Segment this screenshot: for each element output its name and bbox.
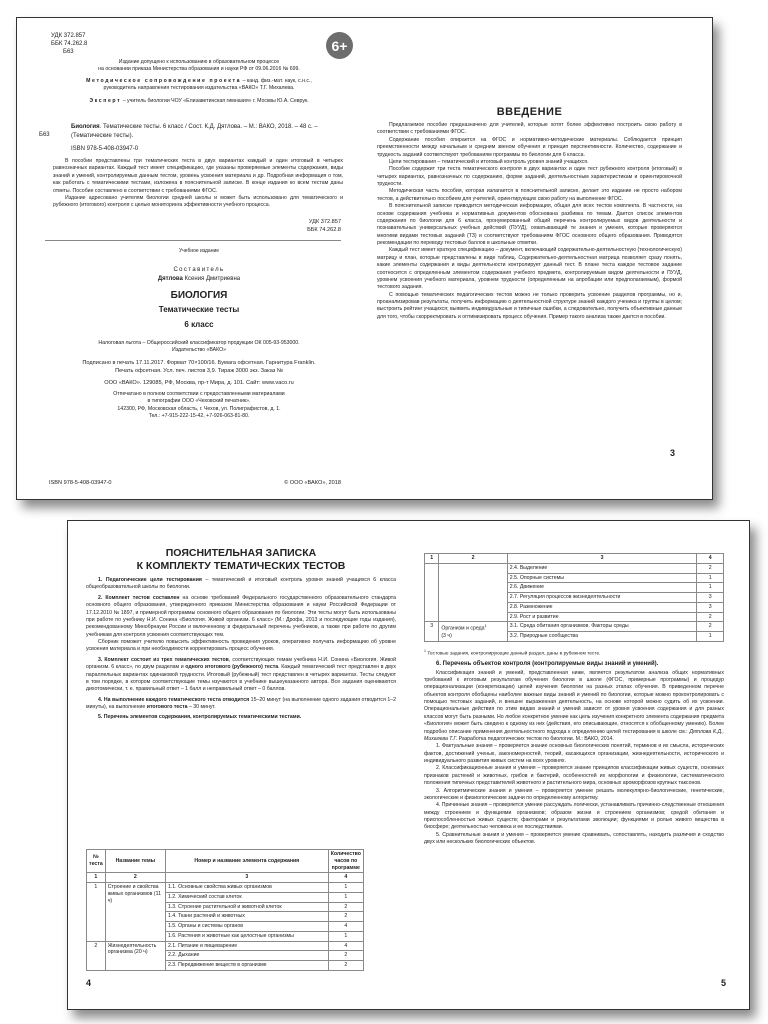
publisher-address: ООО «ВАКО». 129085, РФ, Москва, пр-т Мира, д. 101. Сайт: www.vaco.ru: [104, 379, 294, 386]
intro-paragraph: Содержание пособия опирается на ФГОС и нормативно-методические материалы. Соблюдается принцип преемственности между начальным и средним звеном обучения и принцип перспективности. Количество, содержание и трудность заданий соответствуют требованиям программы по биологии для 6 класса.: [377, 136, 682, 158]
publisher-line: Издательство «ВАКО»: [171, 347, 227, 354]
content-elements-table-continued: [424, 553, 724, 642]
isbn: ISBN 978-5-408-03947-0: [71, 146, 139, 152]
column-number: 1: [87, 873, 106, 883]
note-paragraph-2b: Сборник поможет учителю повысить эффективность проведения уроков, оперативно получать информацию об уровне усвоения материала и при необходимости корректировать процесс обучения.: [86, 639, 396, 653]
control-objects-body: [424, 660, 724, 847]
introduction-title: ВВЕДЕНИЕ: [496, 106, 563, 118]
knowledge-type-item: 3. Алгоритмические знания и умения – проверяется умение решать молекулярно-биологические, генетические, экологические и физиологические задачи по определенному алгоритму.: [424, 787, 724, 801]
paragraph-text: . Каждый тематический тест представлен в двух параллельных вариантах одинаковой трудности. Итоговый (рубежный) тест представлен в четырех вариантах. Тесты следуют в том порядке, в котором соответствующие темы изучаются в учебнике вышеуказанного автора. Все задания оцениваются дихотомически, т. е. правильный ответ – 1 балл и неправильный ответ – 0 баллов.: [86, 664, 396, 693]
book-subtitle: Тематические тесты: [158, 305, 240, 314]
column-number: 4: [697, 554, 724, 564]
annotation-paragraph: В пособии представлены три тематических теста в двух вариантах каждый и один итоговый в четырех равнозначных вариантах. Каждый тест имеет спецификацию, где указаны проверяемые элементы содержания, виды знаний и умений, контролируемых данным тестом, уровень усвоения материала и др. Подробная информация о том, как работать с тематическими тестами, изложена в пояснительной записке. В конце издания ко всем тестам даны ответы. Пособие составлено в соответствии с требованиями ФГОС.: [53, 158, 343, 194]
knowledge-type-item: 4. Причинные знания – проверяется умение рассуждать логически, устанавливать причинно-следственные отношения между строением и функциями организмов; образом жизни и строением организмов; средой обитания и приспособленностью живых существ; факторами и результатами эволюции; функциями и ролью живого вещества в биосфере; деятельностью человека и ее последствиями.: [424, 802, 724, 831]
bib-text: . Тематические тесты. 6 класс / Сост. К.Д. Дятлова. – М.: ВАКО, 2018. – 48 с. – (Тематические тесты).: [71, 124, 318, 139]
hours: 3: [697, 593, 724, 603]
paragraph-text: Разработка педагогических тестов по биологии. М.: ВАКО, 2014.: [457, 735, 614, 742]
hours: 2: [328, 961, 363, 971]
topic-hours: (3 ч): [441, 632, 452, 639]
annotation: [53, 158, 343, 210]
column-number: 3: [507, 554, 697, 564]
header-topic: Название темы: [105, 850, 165, 873]
book-title: БИОЛОГИЯ: [170, 290, 228, 301]
explanatory-note-title: [86, 547, 396, 573]
composer-label: Составитель: [173, 267, 225, 273]
bibliographic-record: [39, 123, 339, 140]
topic-name: Строение и свойства живых организмов (11 ч): [105, 883, 165, 942]
element-name: 2.5. Опорные системы: [507, 573, 697, 583]
intro-paragraph: Методическая часть пособия, которая излагается в пояснительной записке, делает это издание не просто набором тестов, а действительно пособием для учителей, ориентирующих свою работу на выполнение ФГОС.: [377, 188, 682, 202]
paragraph-text: 15–20 минут (на выполнение одного задания отводится 1–2 минуты), на выполнение: [86, 696, 397, 710]
printer-line: Тел.: +7-915-222-15-42, +7-926-063-81-80.: [148, 413, 250, 420]
control-objects-page: [424, 521, 742, 1009]
intro-paragraph: Цели тестирования – тематический и итоговый контроль уровня знаний учащихся.: [389, 158, 589, 165]
classification-paragraph: [424, 670, 724, 744]
element-name: 1.4. Ткани растений и животных: [165, 912, 328, 922]
element-name: 2.2. Дыхание: [165, 951, 328, 961]
explanatory-note-page: [86, 521, 406, 1009]
tax-line: Налоговая льгота – Общероссийский классификатор продукции ОК 005-93-953000.: [98, 340, 300, 346]
explanatory-note-body: [86, 577, 396, 725]
topic-name: Жизнедеятельность организма (20 ч): [105, 941, 165, 970]
approval-line: на основании приказа Министерства образования и науки РФ от 09.06.2016 № 699.: [98, 66, 300, 73]
expert-label: Эксперт: [89, 98, 122, 104]
method-text-2: руководитель направления тестирования издательства «ВАКО» Т.Г. Михалева.: [103, 85, 295, 92]
column-number: 2: [105, 873, 165, 883]
hours: 2: [328, 912, 363, 922]
intro-paragraph: Каждый тест имеет краткую спецификацию – документ, включающий содержательно-деятельностную (технологическую) матрицу и план, которые представлены в виде таблиц. Содержательно-деятельностная матрица позволяет сразу понять, какие элементы содержания и виды деятельности контролирует данный тест. В плане теста каждое тестовое задание соотносится с определенным элементом содержания учебного предмета, контролируемым видом деятельности и ПУУД, уровнем усвоения учебного материала, уровнем трудности (определенным на апробации или предполагаемым), формой тестового задания.: [377, 247, 682, 291]
paragraph-text: , соответствующих темам учебника Н.И. Сонина «Биология. Живой организм. 6 класс», по двум разделам и: [86, 656, 397, 671]
element-name: 3.1. Среда обитания организмов. Факторы среды: [507, 622, 697, 632]
note-paragraph-3: [86, 657, 396, 694]
printer-line: Отпечатано в полном соответствии с предоставленными материалами: [113, 391, 285, 398]
intro-paragraph: Предлагаемое пособие предназначено для учителей, которые хотят более эффективно построить свою работу в соответствии с требованиями ФГОС.: [377, 122, 682, 136]
test-number: 3: [425, 622, 439, 642]
composer-name: [39, 276, 359, 282]
bold-lead: 3. Комплект состоит из трех тематических тестов: [98, 656, 229, 663]
footer-isbn: ISBN 978-5-408-03947-0: [49, 480, 112, 486]
bold-lead: 2. Комплект тестов составлен: [98, 594, 180, 601]
knowledge-type-item: 5. Сравнительные знания и умения – проверяется умение сравнивать, сопоставлять, находить различия и сходство двух или нескольких биологических объектов.: [424, 831, 724, 846]
element-name: 1.3. Строение растительной и животной клеток: [165, 902, 328, 912]
hours: 4: [328, 941, 363, 951]
print-line: Печать офсетная. Усл. печ. листов 3,9. Тираж 3000 экз. Заказ №: [115, 367, 283, 374]
author-mark: Б63: [63, 49, 74, 56]
bib-title: Биология: [71, 124, 100, 130]
paragraph-text: Классификация знаний и умений, представленная ниже, является результатом анализа общих нормативных требований к итоговым результатам обучения биологии в школе (ФГОС, примерные программы) и процедур операционализации (конкретизации) целей изучения биологии на разных этапах обучения. В приведенном перечне объектов контроля обобщены наиболее важные виды знаний и умений по биологии, которые можно проконтролировать с помощью тестовых заданий, и внешне выраженная деятельность, на основе которой можно судить об их усвоении. Операциональные действия по этим видам знаний и умений зависят от уровня усвоения содержания и для разных классов могут быть разными. Но любое конкретное умение как цель изучения конкретного элемента содержания предмета «Биология» может быть сведено к одному из них (действия, его описывающие, относятся к обобщенному умению). Более подробно описание применения деятельностного подхода к определению целей тестирования в школе см.:: [424, 669, 724, 735]
note-paragraph-1: [86, 577, 396, 592]
bbk-line: ББК 74.262.8: [307, 226, 341, 233]
hours: 2: [697, 622, 724, 632]
element-name: 1.6. Растения и животные как целостные организмы: [165, 931, 328, 941]
top-spread: [16, 17, 713, 500]
element-name: 1.2. Химический состав клеток: [165, 892, 328, 902]
hours: 3: [697, 602, 724, 612]
hours: 1: [697, 573, 724, 583]
imprint-page: [39, 18, 359, 499]
udk-block: [51, 32, 87, 56]
section-heading: 6. Перечень объектов контроля (контролируемые виды знаний и умений).: [436, 661, 659, 667]
topic-name: [439, 622, 507, 642]
footnote-mark: 1: [424, 649, 426, 653]
header-test-number: № теста: [87, 850, 106, 873]
paragraph-text: – 30 минут.: [187, 704, 216, 710]
footnote-text: Тестовые задания, контролирующие данный раздел, даны в рубежном тесте.: [427, 651, 601, 657]
method-label: Методическое сопровождение проекта: [86, 78, 242, 84]
footer-copyright: © ООО «ВАКО», 2018: [284, 480, 341, 486]
table-row: [87, 941, 364, 951]
hours: 2: [697, 612, 724, 622]
composer-given-name: Ксения Дмитриевна: [182, 276, 241, 282]
bold-lead: 4. На выполнение каждого тематического теста отводится: [98, 696, 250, 703]
column-number: 1: [425, 554, 439, 564]
paragraph-text: на основе требований Федерального государственного образовательного стандарта основного общего образования, утвержденного приказом Министерства образования и науки Российской Федерации от 17.12.2010 № 1897, и примерной программы основного общего образования по биологии. Эти тесты могут быть использованы при работе по учебнику Н.И. Сонина «Биология. Живой организм. 6 класс» (М.: Дрофа, 2013 и последующие годы издания), рекомендованному Минобрнауки России и включенному в федеральный перечень учебников, а также при работе по другим учебникам для контроля усвоения соответствующих тем.: [86, 594, 396, 638]
approval-note: [39, 59, 359, 74]
table-row: [87, 883, 364, 893]
table-column-numbers: [425, 554, 724, 564]
column-number: 2: [439, 554, 507, 564]
method-support: [39, 78, 359, 93]
note-paragraph-4: [86, 697, 396, 712]
bold-inline: итогового теста: [146, 704, 188, 710]
topic-text: Организм и среда: [441, 625, 485, 632]
test-number: 1: [87, 883, 106, 942]
note-paragraph-5: [86, 714, 396, 721]
page-number: 5: [721, 978, 727, 988]
annotation-paragraph: Издание адресовано учителям биологии средней школы и может быть использовано для тематического и рубежного (итогового) контроля с целью мониторинга эффективности учебного процесса.: [53, 194, 343, 209]
empty-cell: [439, 563, 507, 622]
intro-paragraph: Пособие содержит три теста тематического контроля в двух вариантах и один тест рубежного контроля (итоговый) в четырех вариантах, равнозначных по содержанию, форме заданий, деятельностным характеристикам и ориентировочной трудности.: [377, 166, 682, 187]
table-row: [425, 622, 724, 632]
bottom-spread: [67, 520, 750, 1010]
bib-code: Б63: [39, 132, 50, 138]
introduction-body: [377, 122, 682, 321]
hours: 1: [697, 583, 724, 593]
table-row: [425, 563, 724, 573]
udk-block-2: [307, 219, 341, 234]
header-hours: Количество часов по программе: [328, 850, 363, 873]
hours: 2: [328, 902, 363, 912]
page-number: 3: [670, 448, 676, 458]
knowledge-type-item: 2. Классификационные знания и умения – проверяется знание принципов классификации живых существ, основных признаков растений и животных, грибов и бактерий, особенностей их морфологии и физиологии, систематического положения типичных представителей животного и растительного мира, основных ароморфозов крупных таксонов.: [424, 765, 724, 787]
content-elements-table: [86, 849, 364, 971]
element-name: 2.3. Передвижение веществ в организме: [165, 961, 328, 971]
element-name: 3.2. Природные сообщества: [507, 632, 697, 642]
hours: 1: [328, 931, 363, 941]
hours: 4: [328, 922, 363, 932]
introduction-page: [377, 18, 697, 499]
note-paragraph-2: [86, 595, 396, 639]
table-footnote: [424, 649, 724, 657]
hours: 1: [328, 883, 363, 893]
element-name: 2.8. Размножение: [507, 602, 697, 612]
column-number: 4: [328, 873, 363, 883]
hours: 1: [328, 892, 363, 902]
test-number: 2: [87, 941, 106, 970]
element-name: 2.4. Выделение: [507, 563, 697, 573]
element-name: 1.1. Основные свойства живых организмов: [165, 883, 328, 893]
title-line: ПОЯСНИТЕЛЬНАЯ ЗАПИСКА: [165, 547, 317, 559]
hours: 1: [697, 632, 724, 642]
element-name: 2.9. Рост и развитие: [507, 612, 697, 622]
bbk-line: ББК 74.262.8: [51, 41, 88, 48]
element-name: 2.6. Движение: [507, 583, 697, 593]
hours: 2: [328, 951, 363, 961]
intro-paragraph: С помощью тематических педагогических тестов можно не только проверить усвоение разделов программы, но и, проанализировав результаты, получить информацию о деятельностной структуре знаний каждого ученика и группы в целом; выстроить рейтинг учащихся; выявить индивидуальные и типичные ошибки, а следовательно, получить объективные данные для того, чтобы скорректировать и оптимизировать процесс обучения. Пример такого анализа также дается в пособии.: [377, 291, 682, 320]
column-number: 3: [165, 873, 328, 883]
intro-paragraph: В пояснительной записке приводится методическая информация, общая для всех тестов комплекта. В частности, на основе содержания учебника и нормативных документов обоснована разбивка по темам. Дается список элементов содержания по биологии для 6 класса, пронумерованный общий перечень контролируемых видов деятельности и познавательных универсальных учебных действий (ПУУД), охватывающий те знания и умения, которые проверяются многими видами тестовых заданий (ТЗ) и соответствуют требованиям ФГОС основного общего образования. Приводятся рекомендации по переводу тестовых баллов в школьные отметки.: [377, 203, 682, 246]
method-text: – канд. физ.-мат. наук, с.н.с.,: [241, 78, 312, 84]
header-element: Номер и название элемента содержания: [165, 850, 328, 873]
bold-inline: одного итогового (рубежного) теста: [185, 664, 279, 671]
expert-note: [39, 98, 359, 105]
bold-lead: 5. Перечень элементов содержания, контролируемых тематическими тестами.: [98, 714, 302, 721]
table-column-numbers: [87, 873, 364, 883]
udk-line: УДК 372.857: [308, 219, 341, 225]
hours: 2: [697, 563, 724, 573]
imprint-details: [39, 340, 359, 425]
footnote-mark: 1: [484, 623, 487, 629]
divider: [45, 240, 341, 241]
paragraph-text: – тематический и итоговый контроль уровня знаний учащихся 6 класса общеобразовательной школы по биологии.: [86, 577, 396, 591]
age-rating-badge: 6+: [326, 32, 353, 59]
element-name: 2.1. Питание и пищеварение: [165, 941, 328, 951]
udk-line: УДК 372.857: [51, 33, 86, 39]
reference-authors: Дятлова К.Д., Михалева Т.Г.: [424, 728, 724, 742]
printer-line: в типографии ООО «Чеховский печатник».: [147, 398, 251, 405]
empty-cell: [425, 563, 439, 622]
print-line: Подписано в печать 17.11.2017. Формат 70×100/16. Бумага офсетная. Гарнитура Franklin.: [82, 359, 316, 366]
element-name: 2.7. Регуляция процессов жизнедеятельности: [507, 593, 697, 603]
element-name: 1.5. Органы и системы органов: [165, 922, 328, 932]
printer-line: 142300, РФ, Московская область, г. Чехов, ул. Полиграфистов, д. 1.: [117, 405, 281, 412]
bold-lead: 1. Педагогические цели тестирования: [98, 577, 202, 583]
page-number: 4: [86, 978, 92, 988]
title-line: К КОМПЛЕКТУ ТЕМАТИЧЕСКИХ ТЕСТОВ: [136, 560, 346, 573]
approval-line: Издание допущено к использованию в образовательном процессе: [118, 59, 280, 65]
edition-type: Учебное издание: [178, 248, 220, 254]
book-grade: 6 класс: [184, 320, 214, 329]
expert-text: – учитель биологии ЧОУ «Елизаветинская гимназия» г. Москвы Ю.А. Севрук.: [121, 98, 309, 104]
composer-surname: Дятлова: [157, 276, 183, 282]
knowledge-type-item: 1. Фактуальные знания – проверяется знание основных биологических понятий, терминов и их смысла, исторических фактов, достижений ученых, закономерностей, теорий, касающихся организации, жизнедеятельности, исторического и индивидуального развития живых систем на всех уровнях.: [424, 743, 724, 765]
table-header-row: [87, 850, 364, 873]
